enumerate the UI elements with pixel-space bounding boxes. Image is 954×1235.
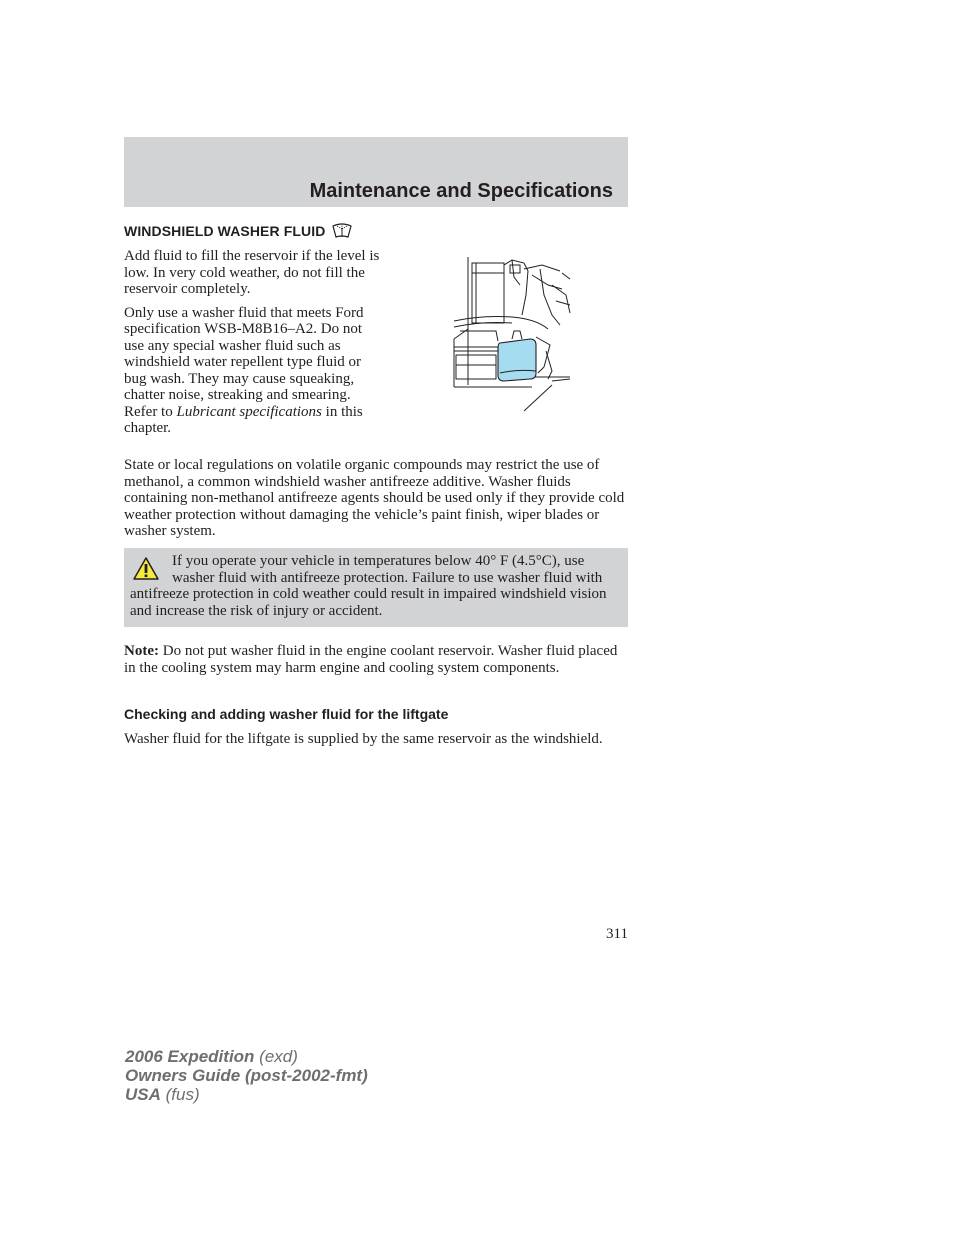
footer-market: USA (125, 1085, 161, 1104)
engine-compartment-illustration (452, 255, 574, 412)
page-title: Maintenance and Specifications (309, 180, 613, 202)
footer-line-market (125, 1085, 368, 1104)
section-heading-text: WINDSHIELD WASHER FLUID (124, 223, 326, 239)
footer-model: 2006 Expedition (125, 1047, 255, 1066)
warning-text-block (130, 553, 618, 619)
fluid-spec-text: Only use a washer fluid that meets Ford specification WSB-M8B16–A2. Do not use any special washer fluid such as windshield water repellent type fluid or bug wash. They may cause squeaking, chatter noise, streaking and smearing. Refer to (124, 304, 364, 420)
windshield-washer-icon (331, 222, 353, 240)
liftgate-subheading: Checking and adding washer fluid for the liftgate (124, 706, 449, 722)
paragraph-fluid-spec (124, 305, 384, 437)
paragraph-note (124, 643, 628, 676)
note-text: Do not put washer fluid in the engine coolant reservoir. Washer fluid placed in the cooling system may harm engine and cooling system components. (124, 643, 618, 676)
note-block (124, 643, 628, 676)
fluid-spec-text-end: in this chapter. (124, 403, 363, 436)
liftgate-block (124, 731, 628, 748)
methanol-regulation-block (124, 457, 628, 540)
note-label: Note: (124, 643, 159, 659)
footer-document-info (125, 1047, 368, 1104)
footer-model-code: (exd) (254, 1047, 298, 1066)
paragraph-fill-reservoir: Add fluid to fill the reservoir if the level is low. In very cold weather, do not fill the reservoir completely. (124, 248, 380, 297)
header-band (124, 137, 628, 207)
lubricant-spec-reference: Lubricant specifications (176, 403, 322, 420)
intro-column (124, 248, 384, 444)
footer-market-code: (fus) (160, 1085, 200, 1104)
paragraph-liftgate: Washer fluid for the liftgate is supplied by the same reservoir as the windshield. (124, 731, 603, 747)
paragraph-methanol-regulation: State or local regulations on volatile organic compounds may restrict the use of methanol, a common windshield washer antifreeze additive. Washer fluids containing non-methanol antifreeze agents should be used only if they provide cold weather protection without damaging the vehicle’s paint finish, wiper blades or washer system. (124, 457, 625, 539)
footer-line-guide (125, 1066, 368, 1085)
warning-text: If you operate your vehicle in temperatures below 40° F (4.5°C), use washer fluid with antifreeze protection. Failure to use washer fluid with antifreeze protection in cold weather could result in impaired windshield vision and increase the risk of injury or accident. (130, 553, 607, 619)
section-heading (124, 222, 353, 240)
page-number: 311 (606, 926, 628, 942)
warning-box (124, 548, 628, 627)
footer-line-model (125, 1047, 368, 1066)
footer-guide: Owners Guide (post-2002-fmt) (125, 1066, 368, 1085)
